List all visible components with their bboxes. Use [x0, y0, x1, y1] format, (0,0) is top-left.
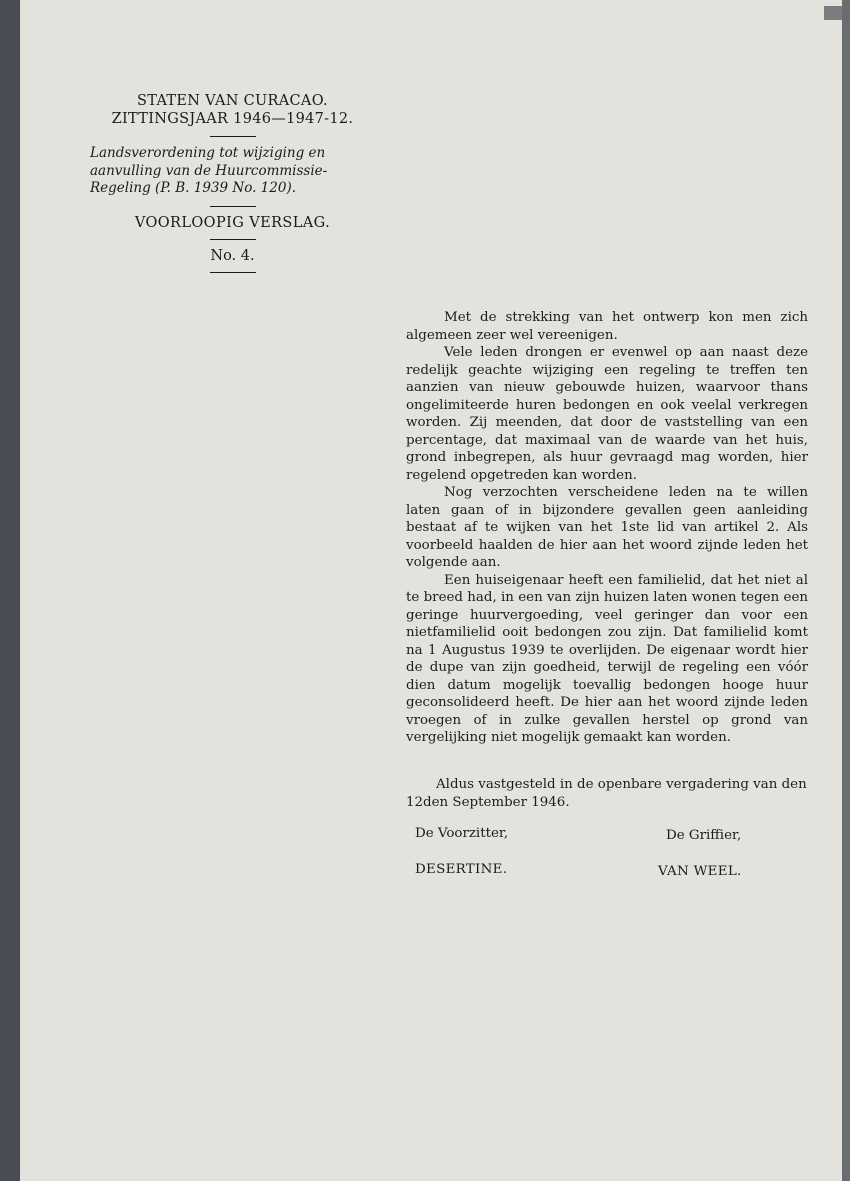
body-paragraph: Nog verzochten verscheidene leden na te willen laten gaan of in bijzondere gevallen geen aanleiding bestaat af te wijken van het 1ste lid van artikel 2. Als voorbeeld haalden de hier aan het woord zijnde leden het volgende aan. — [406, 485, 808, 570]
body-paragraph: Met de strekking van het ontwerp kon men zich algemeen zeer wel vereenigen. — [406, 310, 808, 343]
header-divider — [210, 206, 256, 207]
header-divider — [210, 272, 256, 273]
body-paragraph: Een huiseigenaar heeft een familielid, dat het niet al te breed had, in een van zijn huizen laten wonen tegen een geringe huurvergoeding, veel geringer dan voor een nietfamilielid ooit bedongen zou zijn. Dat familielid komt na 1 Augustus 1939 te overlijden. De eigenaar wordt hier de dupe van zijn goedheid, terwijl de regeling een vóór dien datum mogelijk toevallig bedongen hooge huur geconsolideerd heeft. De hier aan het woord zijnde leden vroegen of in zulke gevallen herstel op grond van vergelijking niet mogelijk gemaakt kan worden. — [406, 572, 808, 745]
report-number: No. 4. — [210, 247, 255, 264]
clerk-role: De Griffier, — [666, 828, 742, 843]
ordinance-subject: Landsverordening tot wijziging en aanvulling van de Huurcommissie-Regeling (P. B. 1939 No. 120). — [90, 145, 328, 196]
document-page — [20, 0, 842, 1181]
report-title: VOORLOOPIG VERSLAG. — [134, 214, 331, 231]
closing-statement — [406, 776, 808, 811]
institution-title: STATEN VAN CURACAO. — [137, 93, 328, 109]
scan-corner-mark — [824, 6, 842, 20]
clerk-name: VAN WEEL. — [658, 864, 742, 879]
document-header — [80, 92, 385, 281]
body-paragraph: Vele leden drongen er evenwel op aan naast deze redelijk geachte wijziging een regeling te treffen ten aanzien van nieuw gebouwde huizen, waarvoor thans ongelimiteerde huren bedongen en ook veelal verkregen worden. Zij meenden, dat door de vaststelling van een percentage, dat maximaal van de waarde van het huis, grond inbegrepen, als huur gevraagd mag worden, hier regelend opgetreden kan worden. — [406, 345, 808, 483]
header-divider — [210, 136, 256, 137]
session-line: ZITTINGSJAAR 1946—1947-12. — [111, 111, 354, 127]
report-body — [406, 309, 808, 747]
scan-background-edge — [842, 0, 850, 1181]
chair-role: De Voorzitter, — [415, 826, 509, 841]
header-divider — [210, 239, 256, 240]
adoption-statement: Aldus vastgesteld in de openbare vergadering van den 12den September 1946. — [406, 777, 807, 810]
chair-name: DESERTINE. — [415, 862, 508, 877]
